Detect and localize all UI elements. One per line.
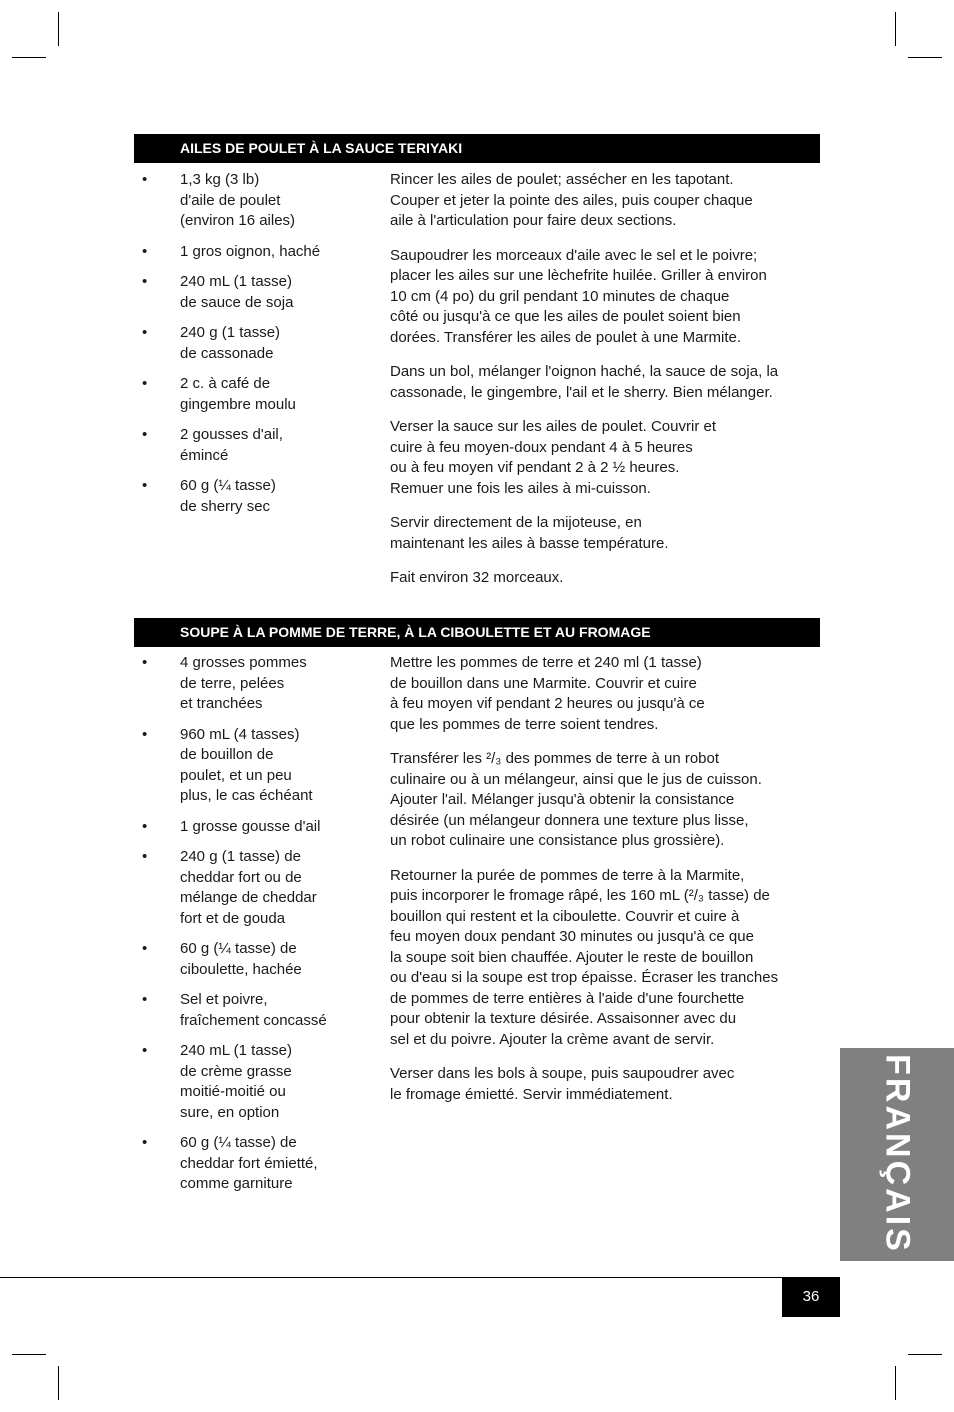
- instructions-teriyaki: [390, 170, 800, 603]
- instruction-paragraph: Verser dans les bols à soupe, puis saupoudrer avec le fromage émietté. Servir immédiatement.: [390, 1065, 735, 1103]
- ingredient-list-soup: [134, 653, 374, 1205]
- page-number: 36: [782, 1277, 840, 1317]
- ingredient-text: 60 g (¼ tasse) de ciboulette, hachée: [180, 940, 302, 978]
- footer-rule: [0, 1277, 840, 1278]
- ingredient-item: [134, 323, 374, 364]
- ingredient-text: 1,3 kg (3 lb) d'aile de poulet (environ 16 ailes): [180, 171, 296, 229]
- crop-mark: [908, 57, 942, 58]
- bullet-icon: •: [142, 817, 148, 835]
- instruction-paragraph: Saupoudrer les morceaux d'aile avec le sel et le poivre; placer les ailes sur une lèchefrite huilée. Griller à environ 10 cm (4 po) du gril pendant 10 minutes de chaque côté ou jusqu'à ce que les ailes de poulet soient bien dorées. Transférer les ailes de poulet à une Marmite.: [390, 246, 767, 346]
- ingredient-text: 2 gousses d'ail, émincé: [180, 426, 283, 464]
- instruction-paragraph: Servir directement de la mijoteuse, en maintenant les ailes à basse température.: [390, 514, 669, 552]
- ingredient-text: 240 g (1 tasse) de cheddar fort ou de mélange de cheddar fort et de gouda: [180, 848, 317, 927]
- instruction-paragraph: Transférer les ²/₃ des pommes de terre à un robot culinaire ou à un mélangeur, ainsi que le jus de cuisson. Ajouter l'ail. Mélanger jusqu'à obtenir la consistance désirée (un mélangeur donnera une texture plus lisse, un robot culinaire une consistance plus grossière).: [390, 750, 762, 849]
- bullet-icon: •: [142, 940, 148, 957]
- crop-mark: [58, 12, 59, 46]
- ingredient-item: [134, 170, 374, 232]
- recipe-title-soup: SOUPE À LA POMME DE TERRE, À LA CIBOULETTE ET AU FROMAGE: [134, 618, 820, 647]
- crop-mark: [908, 1354, 942, 1355]
- ingredient-text: 240 g (1 tasse) de cassonade: [180, 324, 281, 362]
- ingredient-item: [134, 272, 374, 313]
- ingredient-text: 60 g (¼ tasse) de cheddar fort émietté, comme garniture: [180, 1134, 318, 1192]
- language-tab-label: FRANÇAIS: [878, 1054, 917, 1254]
- crop-mark: [12, 1354, 46, 1355]
- ingredient-text: 2 c. à café de gingembre moulu: [180, 375, 296, 413]
- ingredient-text: 60 g (¼ tasse) de sherry sec: [180, 477, 276, 515]
- bullet-icon: •: [142, 654, 148, 671]
- bullet-icon: •: [142, 848, 148, 865]
- instruction-paragraph: Verser la sauce sur les ailes de poulet. Couvrir et cuire à feu moyen-doux pendant 4 à 5 heures ou à feu moyen vif pendant 2 à 2 ½ heures. Remuer une fois les ailes à mi-cuisson.: [390, 418, 716, 497]
- crop-mark: [895, 12, 896, 46]
- instructions-soup: [390, 653, 800, 1119]
- ingredient-item: [134, 653, 374, 715]
- ingredient-item: [134, 817, 374, 838]
- ingredient-text: 960 mL (4 tasses) de bouillon de poulet, et un peu plus, le cas échéant: [180, 725, 313, 804]
- bullet-icon: •: [142, 324, 148, 341]
- bullet-icon: •: [142, 1134, 148, 1151]
- ingredient-item: [134, 1133, 374, 1195]
- bullet-icon: •: [142, 1042, 148, 1059]
- bullet-icon: •: [142, 375, 148, 392]
- ingredient-text: Sel et poivre, fraîchement concassé: [180, 991, 327, 1029]
- ingredient-item: [134, 990, 374, 1031]
- bullet-icon: •: [142, 725, 148, 743]
- ingredient-text: 240 mL (1 tasse) de sauce de soja: [180, 273, 294, 311]
- ingredient-item: [134, 1041, 374, 1123]
- ingredient-item: [134, 725, 374, 807]
- crop-mark: [12, 57, 46, 58]
- ingredient-item: [134, 425, 374, 466]
- crop-mark: [58, 1366, 59, 1400]
- ingredient-text: 1 grosse gousse d'ail: [180, 817, 321, 835]
- ingredient-text: 240 mL (1 tasse) de crème grasse moitié-moitié ou sure, en option: [180, 1042, 292, 1121]
- bullet-icon: •: [142, 477, 148, 494]
- bullet-icon: •: [142, 242, 148, 260]
- instruction-paragraph: Fait environ 32 morceaux.: [390, 569, 564, 586]
- crop-mark: [895, 1366, 896, 1400]
- recipe-title-teriyaki: AILES DE POULET À LA SAUCE TERIYAKI: [134, 134, 820, 163]
- bullet-icon: •: [142, 426, 148, 443]
- ingredient-text: 4 grosses pommes de terre, pelées et tranchées: [180, 654, 307, 712]
- bullet-icon: •: [142, 991, 148, 1008]
- language-tab: [840, 1048, 954, 1261]
- ingredient-item: [134, 847, 374, 929]
- instruction-paragraph: Dans un bol, mélanger l'oignon haché, la sauce de soja, la cassonade, le gingembre, l'ail et le sherry. Bien mélanger.: [390, 363, 779, 401]
- ingredient-item: [134, 476, 374, 517]
- instruction-paragraph: Retourner la purée de pommes de terre à la Marmite, puis incorporer le fromage râpé, les 160 mL (²/₃ tasse) de bouillon qui restent et la ciboulette. Couvrir et cuire à feu moyen doux pendant 30 minutes ou jusqu'à ce que la soupe soit bien chauffée. Ajouter le reste de bouillon ou d'eau si la soupe est trop épaisse. Écraser les tranches de pommes de terre entières à l'aide d'une fourchette pour obtenir la texture désirée. Assaisonner avec du sel et du poivre. Ajouter la crème avant de servir.: [390, 866, 779, 1048]
- ingredient-item: [134, 374, 374, 415]
- instruction-paragraph: Mettre les pommes de terre et 240 ml (1 tasse) de bouillon dans une Marmite. Couvrir et cuire à feu moyen vif pendant 2 heures ou jusqu'à ce que les pommes de terre soient tendres.: [390, 654, 705, 733]
- bullet-icon: •: [142, 273, 148, 290]
- instruction-paragraph: Rincer les ailes de poulet; assécher en les tapotant. Couper et jeter la pointe des ailes, puis couper chaque aile à l'articulation pour faire deux sections.: [390, 171, 753, 229]
- ingredient-text: 1 gros oignon, haché: [180, 242, 321, 260]
- bullet-icon: •: [142, 171, 148, 188]
- ingredient-list-teriyaki: [134, 170, 374, 527]
- ingredient-item: [134, 242, 374, 263]
- ingredient-item: [134, 939, 374, 980]
